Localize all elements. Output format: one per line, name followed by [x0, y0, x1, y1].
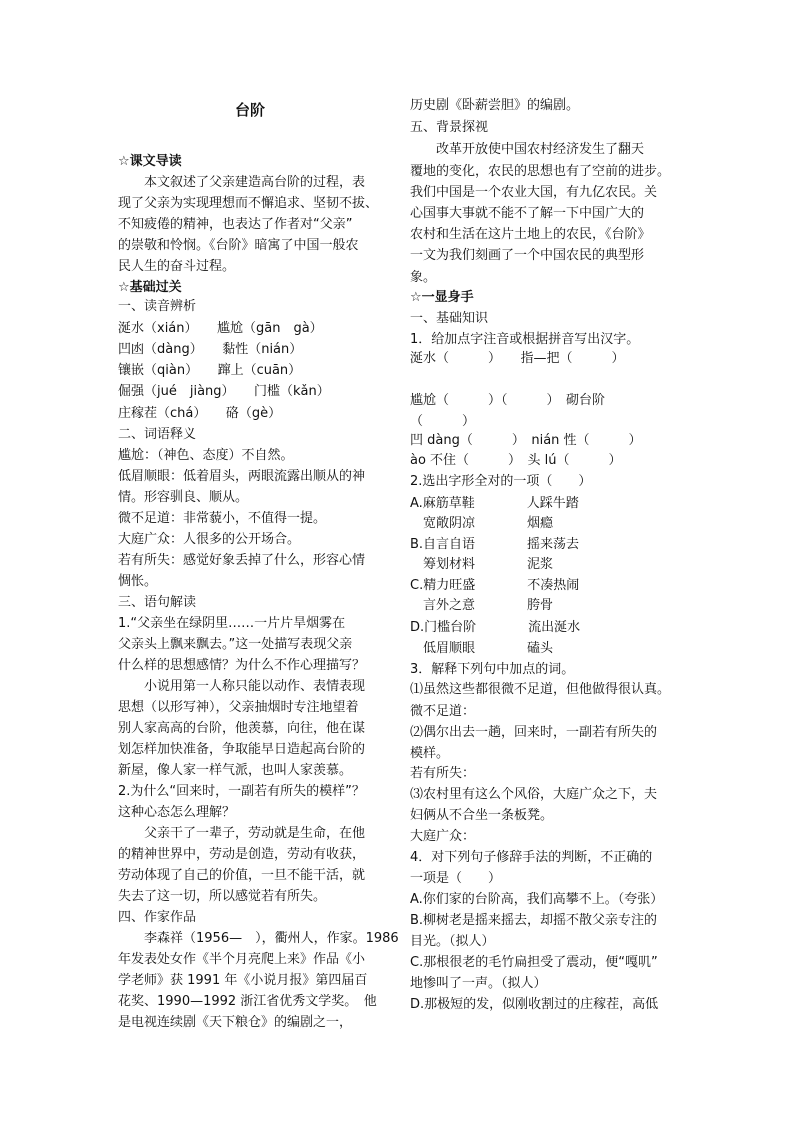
text-line: 心国事大事就不能不了解一下中国广大的	[410, 206, 645, 221]
text-line: 一、基础知识	[410, 311, 489, 326]
text-line: 2.为什么“回来时，一副若有所失的模样”？	[118, 784, 365, 799]
text-line: 现了父亲为实现理想而不懈追求、坚韧不拔、	[118, 196, 379, 211]
text-line: 尴尬：（神色、态度）不自然。	[118, 448, 294, 463]
text-line: 4．对下列句子修辞手法的判断，不正确的	[410, 850, 653, 865]
text-line: C.精力旺盛 不凑热闹	[410, 578, 580, 593]
text-line: 农村和生活在这片土地上的农民，《台阶》	[410, 227, 651, 242]
text-line: 不知疲倦的精神，也表达了作者对“父亲”	[118, 217, 353, 232]
text-line: 四、作家作品	[118, 910, 197, 925]
text-line: 涎水（ ） 指—把（ ）	[410, 351, 625, 366]
section-heading: ☆基础过关	[118, 280, 182, 295]
text-line: 低眉顺眼：低着眉头，两眼流露出顺从的神	[118, 469, 366, 484]
text-line: 历史剧《卧薪尝胆》的编剧。	[410, 98, 580, 113]
text-line: 尴尬（ ）（ ） 砌台阶	[410, 393, 606, 408]
text-line: 年发表处女作《半个月亮爬上来》作品《小	[118, 952, 366, 967]
text-line: 凹凼（dàng） 黏性（nián）	[118, 342, 303, 357]
text-line: 微不足道：非常藐小，不值得一提。	[118, 511, 327, 526]
text-line: 1.“父亲坐在绿阴里……一片片旱烟雾在	[118, 616, 346, 631]
text-line: ⑶农村里有这么个风俗，大庭广众之下，夫	[410, 787, 658, 802]
text-line: 本文叙述了父亲建造高台阶的过程，表	[118, 175, 366, 190]
text-line: 小说用第一人称只能以动作、表情表现	[118, 679, 366, 694]
text-line: D.那极短的发，似刚收割过的庄稼茬，高低	[410, 997, 659, 1012]
text-line: 惆怅。	[118, 574, 158, 589]
text-line: 目光。（拟人）	[410, 934, 495, 949]
text-line: 地惨叫了一声。（拟人）	[410, 976, 547, 991]
text-line: ⑴虽然这些都很微不足道，但他做得很认真。	[410, 682, 671, 697]
text-line: 若有所失：感觉好象丢掉了什么，形容心情	[118, 553, 366, 568]
text-line: 父亲干了一辈子，劳动就是生命，在他	[118, 826, 366, 841]
text-line: 大庭广众：人很多的公开场合。	[118, 532, 301, 547]
text-line: 二、词语释义	[118, 427, 197, 442]
text-line: 言外之意 胯骨	[410, 598, 554, 613]
text-line: 花奖、1990—1992 浙江省优秀文学奖。 他	[118, 994, 377, 1009]
text-line: 父亲头上飘来飘去。”这一处描写表现父亲	[118, 637, 353, 652]
text-line: 模样。	[410, 746, 450, 761]
text-line: 改革开放使中国农村经济发生了翻天	[410, 142, 645, 157]
text-line: 覆地的变化，农民的思想也有了空前的进步。	[410, 164, 671, 179]
text-line: 劳动体现了自己的价值，一旦不能干活，就	[118, 868, 366, 883]
text-line: 2.选出字形全对的一项（ ）	[410, 474, 592, 489]
text-line: 一文为我们刻画了一个中国农民的典型形	[410, 248, 645, 263]
text-line: 1．给加点字注音或根据拼音写出汉字。	[410, 332, 640, 347]
text-line: （ ）	[410, 414, 476, 429]
text-line: 我们中国是一个农业大国，有九亿农民。关	[410, 185, 658, 200]
text-line: 别人家高高的台阶，他羡慕，向往，他在谋	[118, 721, 366, 736]
text-line: 大庭广众：	[410, 829, 476, 844]
text-line: B.柳树老是摇来摇去，却摇不散父亲专注的	[410, 913, 658, 928]
text-line: 微不足道：	[410, 704, 476, 719]
text-line: 倔强（jué jiàng） 门槛（kǎn）	[118, 384, 330, 399]
text-line: 凹 dàng（ ） nián 性（ ）	[410, 433, 642, 448]
text-line: 的精神世界中，劳动是创造，劳动有收获，	[118, 847, 366, 862]
text-line: 情。形容驯良、顺从。	[118, 490, 249, 505]
section-heading: ☆一显身手	[410, 290, 474, 305]
text-line: C.那根很老的毛竹扁担受了震动，便“嘎叽”	[410, 955, 658, 970]
text-line: 学老师》获 1991 年《小说月报》第四届百	[118, 973, 368, 988]
text-line: B.自言自语 摇来荡去	[410, 537, 580, 552]
text-line: 李森祥（1956— ），衢州人，作家。1986	[118, 931, 399, 946]
text-line: 思想（以形写神），父亲抽烟时专注地望着	[118, 700, 359, 715]
text-line: 民人生的奋斗过程。	[118, 259, 236, 274]
text-line: A.麻筋草鞋 人踩牛踏	[410, 496, 579, 511]
text-line: 筹划材料 泥浆	[410, 557, 554, 572]
text-line: 五、背景探视	[410, 120, 489, 135]
text-line: 3．解释下列句中加点的词。	[410, 662, 575, 677]
text-line: 一、读音辨析	[118, 299, 197, 314]
text-line: ⑵偶尔出去一趟，回来时，一副若有所失的	[410, 725, 658, 740]
text-line: D.门槛台阶 流出涎水	[410, 620, 581, 635]
text-line: 庄稼茬（chá） 硌（gè）	[118, 406, 282, 421]
section-heading: ☆课文导读	[118, 154, 182, 169]
text-line: 象。	[410, 270, 437, 285]
text-line: ào 不住（ ） 头 lú（ ）	[410, 453, 622, 468]
text-line: 的崇敬和怜悯。《台阶》暗寓了中国一般农	[118, 238, 359, 253]
text-line: 低眉顺眼 磕头	[410, 641, 554, 656]
text-line: 新屋，像人家一样气派，也叫人家羡慕。	[118, 763, 353, 778]
text-line: 什么样的思想感情？为什么不作心理描写？	[118, 658, 366, 673]
text-line: 一项是（ ）	[410, 871, 502, 886]
text-line: 若有所失：	[410, 766, 476, 781]
text-line: 镶嵌（qiàn） 蹿上（cuān）	[118, 363, 302, 378]
text-line: 妇俩从不合坐一条板凳。	[410, 808, 554, 823]
text-line: 宽敞阴凉 烟瘾	[410, 516, 554, 531]
page-title: 台阶	[235, 101, 266, 119]
text-line: 划怎样加快准备，争取能早日造起高台阶的	[118, 742, 366, 757]
text-line: 这种心态怎么理解？	[118, 805, 236, 820]
text-line: 三、语句解读	[118, 595, 197, 610]
text-line: A.你们家的台阶高，我们高攀不上。（夸张）	[410, 892, 664, 907]
text-line: 是电视连续剧《天下粮仓》的编剧之一，	[118, 1015, 353, 1030]
text-line: 涎水（xián） 尴尬（gān gà）	[118, 321, 323, 336]
text-line: 失去了这一切，所以感觉若有所失。	[118, 889, 327, 904]
